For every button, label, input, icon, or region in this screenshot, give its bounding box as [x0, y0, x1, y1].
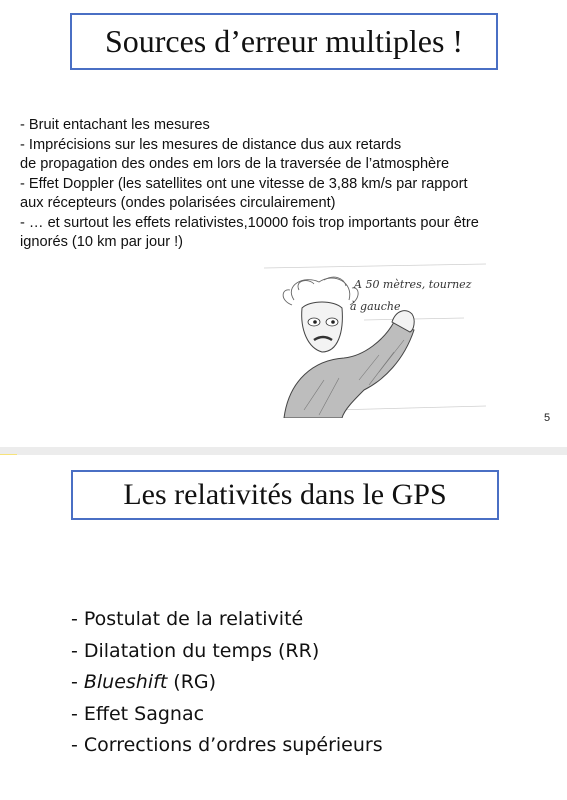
text-line: - Imprécisions sur les mesures de distance dus aux retards [20, 136, 402, 153]
page-number: 5 [544, 412, 551, 424]
slide-body-text [20, 116, 560, 253]
text-line: - … et surtout les effets relativistes,10000 fois trop importants pour être [20, 214, 479, 231]
einstein-sketch-image [264, 260, 486, 418]
bullet-dash: - [71, 608, 78, 630]
list-item-text: Postulat de la relativité [83, 608, 304, 630]
slide-title: Sources d’erreur multiples ! [70, 13, 498, 70]
slide-title: Les relativités dans le GPS [71, 470, 499, 520]
handwritten-note: A 50 mètres, tournez [354, 278, 472, 291]
list-item-text: Corrections d’ordres supérieurs [83, 734, 383, 756]
bullet-dash: - [71, 639, 78, 662]
list-item [71, 636, 383, 668]
list-item [71, 699, 383, 731]
list-item [71, 667, 383, 699]
text-line: aux récepteurs (ondes polarisées circulairement) [20, 195, 336, 211]
list-item-text: Dilatation du temps (RR) [83, 639, 320, 662]
bullet-dash: - [71, 734, 78, 756]
list-item-text: Blueshift [83, 671, 168, 693]
bullet-dash: - [71, 671, 78, 693]
text-line: de propagation des ondes em lors de la traversée de l’atmosphère [20, 156, 450, 172]
bullet-list [71, 604, 383, 762]
handwritten-note: à gauche [350, 300, 401, 313]
list-item-text: Effet Sagnac [83, 702, 205, 725]
bullet-dash: - [71, 702, 78, 725]
list-item [71, 604, 383, 636]
text-line: - Bruit entachant les mesures [20, 117, 210, 133]
text-line: ignorés (10 km par jour !) [20, 234, 184, 250]
list-item [71, 730, 383, 762]
list-item-suffix: (RG) [167, 671, 217, 693]
text-line: - Effet Doppler (les satellites ont une vitesse de 3,88 km/s par rapport [20, 175, 468, 192]
